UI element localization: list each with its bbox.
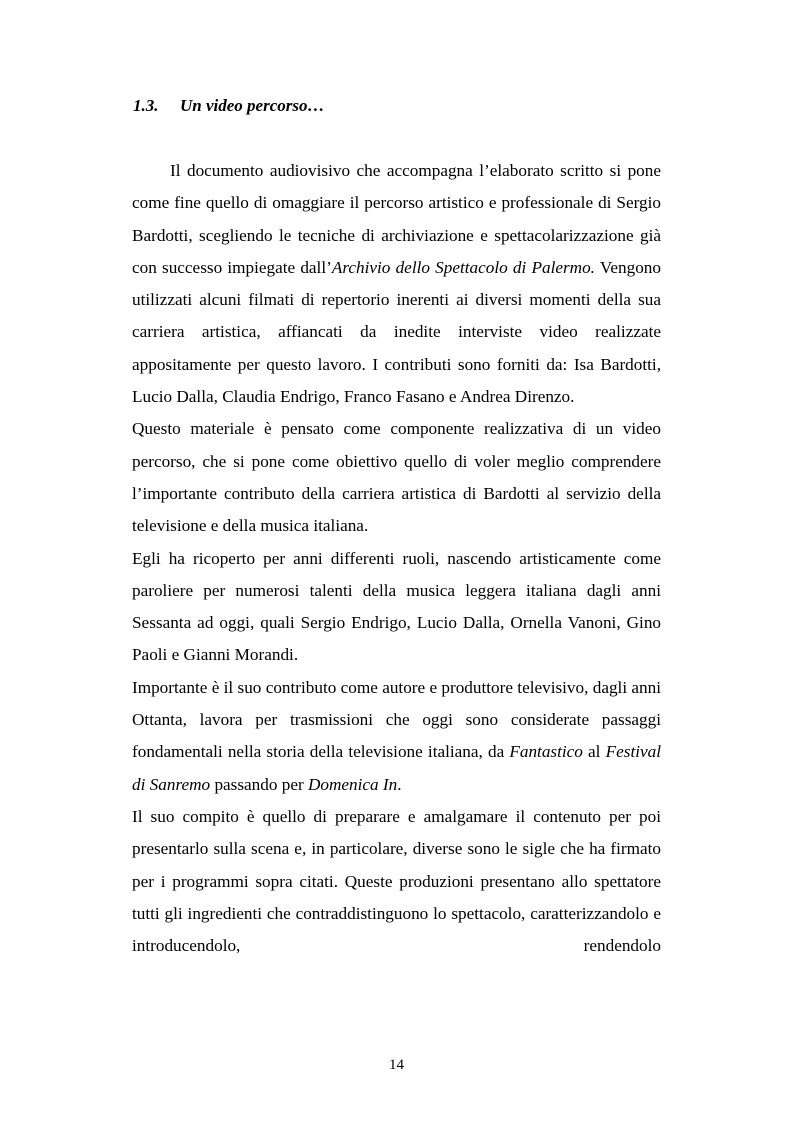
text-segment: Il documento audiovisivo che accompagna l’elaborato scritto si pone come fine quello di omaggiare il percorso artistico e professionale di Sergio Bardotti, scegliendo le tecniche di archiviazione e spettacolarizzazione già con successo impiegate dall’: [132, 161, 661, 277]
section-title: Un video percorso…: [180, 96, 325, 115]
text-segment: Importante è il suo contributo come autore e produttore televisivo, dagli anni Ottanta, lavora per trasmissioni che oggi sono considerate passaggi fondamentali nella storia della televisione italiana, da: [132, 677, 661, 762]
section-number: 1.3.: [133, 96, 159, 115]
page-number: 14: [389, 1057, 404, 1073]
text-segment: Questo materiale è pensato come componente realizzativa di un video percorso, che si pone come obiettivo quello di voler meglio comprendere l’importante contributo della carriera artistica di Bardotti al servizio della televisione e della musica italiana.: [132, 419, 661, 536]
italic-title-festival: Festival di Sanremo: [132, 742, 661, 794]
text-segment: passando per: [210, 774, 308, 794]
italic-title-archivio: Archivio dello Spettacolo di Palermo.: [331, 257, 595, 277]
text-segment: Egli ha ricoperto per anni differenti ruoli, nascendo artisticamente come paroliere per numerosi talenti della musica leggera italiana dagli anni Sessanta ad oggi, quali Sergio Endrigo, Lucio Dalla, Ornella Vanoni, Gino Paoli e Gianni Morandi.: [132, 548, 661, 665]
text-segment: Il suo compito è quello di preparare e amalgamare il contenuto per poi presentarlo sulla scena e, in particolare, diverse sono le sigle che ha firmato per i programmi sopra citati. Queste produzioni presentano allo spettatore tutti gli ingredienti che contraddistinguono lo spettacolo, caratterizzandolo e introducendolo, rendendolo: [132, 806, 661, 956]
paragraph-3: [132, 543, 661, 672]
paragraph-4: [132, 672, 661, 801]
paragraph-2: [132, 413, 661, 542]
italic-title-fantastico: Fantastico: [509, 742, 583, 762]
section-heading: [133, 96, 324, 116]
text-segment: .: [397, 774, 402, 794]
body-text: [132, 155, 661, 962]
italic-title-domenica-in: Domenica In: [308, 774, 398, 794]
text-segment: Vengono utilizzati alcuni filmati di repertorio inerenti ai diversi momenti della sua carriera artistica, affiancati da inedite interviste video realizzate appositamente per questo lavoro. I contributi sono forniti da: Isa Bardotti, Lucio Dalla, Claudia Endrigo, Franco Fasano e Andrea Direnzo.: [132, 257, 661, 407]
text-segment: al: [582, 742, 606, 762]
paragraph-1: [132, 155, 661, 413]
paragraph-5: [132, 801, 661, 962]
